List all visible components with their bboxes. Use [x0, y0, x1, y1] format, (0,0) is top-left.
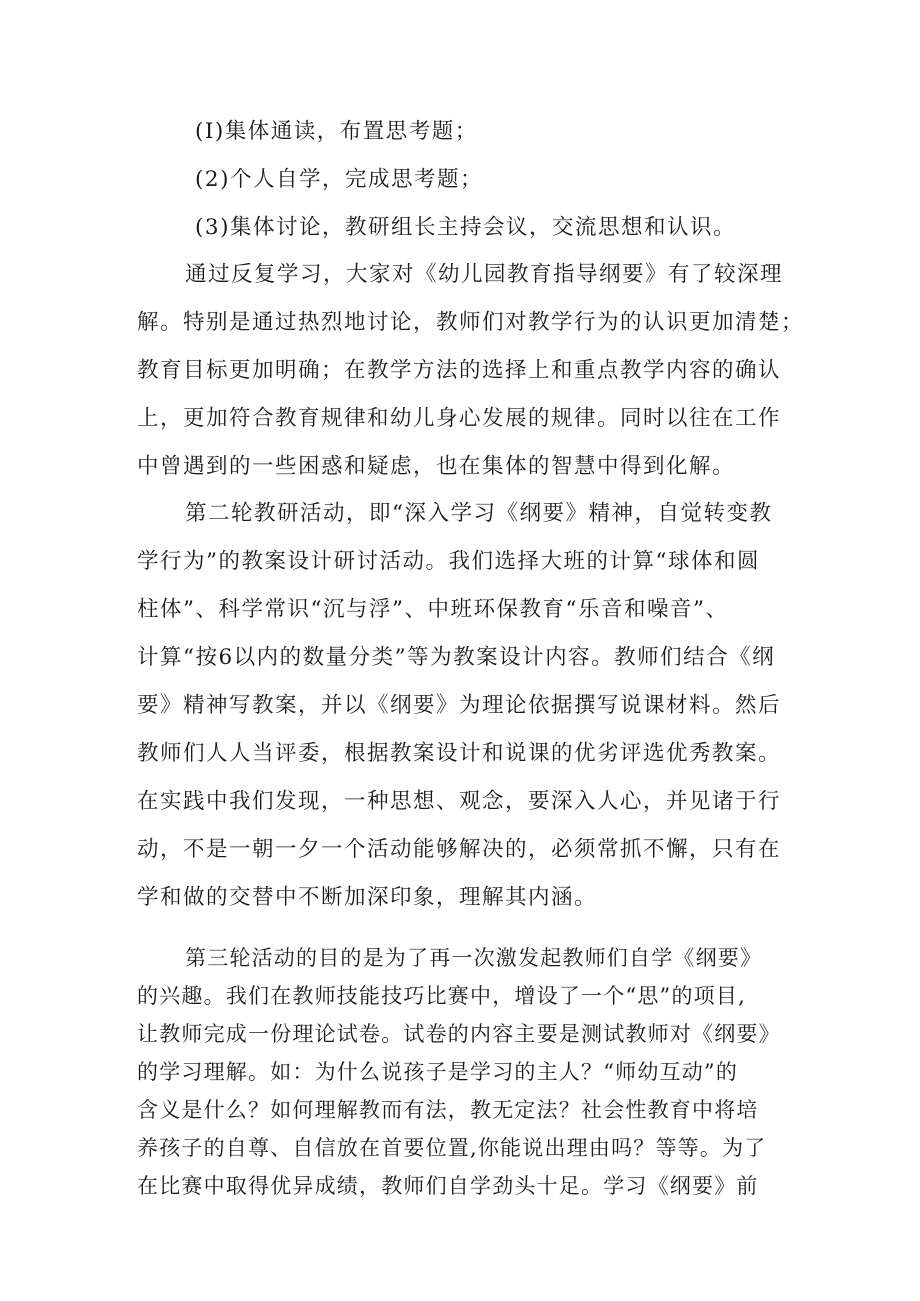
paragraph-1-line-5: 中曾遇到的一些困惑和疑虑，也在集体的智慧中得到化解。 — [137, 454, 736, 479]
paragraph-3-line-1: 第三轮活动的目的是为了再一次激发起教师们自学《纲要》 — [185, 946, 763, 970]
paragraph-3-line-3: 让教师完成一份理论试卷。试卷的内容主要是测试教师对《纲要》 — [137, 1022, 781, 1046]
paragraph-2-line-6: 教师们人人当评委，根据教案设计和说课的优劣评选优秀教案。 — [137, 741, 782, 766]
paragraph-2-line-2: 学行为”的教案设计研讨活动。我们选择大班的计算“球体和圆 — [137, 549, 760, 574]
paragraph-1-line-1: 通过反复学习，大家对《幼儿园教育指导纲要》有了较深理 — [185, 262, 784, 287]
paragraph-2-line-7: 在实践中我们发现，一种思想、观念，要深入人心，并见诸于行 — [137, 789, 782, 814]
paragraph-2-line-1: 第二轮教研活动，即“深入学习《纲要》精神，自觉转变教 — [185, 501, 773, 526]
paragraph-2-line-5: 要》精神写教案，并以《纲要》为理论依据撰写说课材料。然后 — [137, 693, 782, 718]
paragraph-3-line-7: 在比赛中取得优异成绩，教师们自学劲头十足。学习《纲要》前 — [137, 1174, 759, 1198]
paragraph-1-line-3: 教育目标更加明确；在教学方法的选择上和重点教学内容的确认 — [137, 358, 782, 383]
paragraph-2-line-9: 学和做的交替中不断加深印象，理解其内涵。 — [137, 885, 598, 910]
paragraph-2-line-3: 柱体”、科学常识“沉与浮”、中班环保教育“乐音和噪音”、 — [137, 597, 729, 622]
list-item-3: (3)集体讨论，教研组长主持会议，交流思想和认识。 — [195, 215, 736, 240]
paragraph-3-line-5: 含义是什么？如何理解教而有法，教无定法？社会性教育中将培 — [137, 1098, 759, 1122]
paragraph-1-line-4: 上，更加符合教育规律和幼儿身心发展的规律。同时以往在工作 — [137, 406, 782, 431]
paragraph-2-line-8: 动，不是一朝一夕一个活动能够解决的，必须常抓不懈，只有在 — [137, 837, 782, 862]
paragraph-1-line-2: 解。特别是通过热烈地讨论，教师们对教学行为的认识更加清楚； — [137, 310, 805, 335]
list-item-2: (2)个人自学，完成思考题； — [195, 167, 483, 192]
list-item-1: (I)集体通读，布置思考题； — [195, 119, 478, 144]
paragraph-3-line-4: 的学习理解。如：为什么说孩子是学习的主人？“师幼互动”的 — [137, 1060, 739, 1084]
paragraph-3-line-2: 的兴趣。我们在教师技能技巧比赛中，增设了一个“思”的项目, — [137, 984, 746, 1008]
paragraph-3-line-6: 养孩子的自尊、自信放在首要位置,你能说出理由吗？等等。为了 — [137, 1136, 767, 1160]
paragraph-2-line-4: 计算“按6以内的数量分类”等为教案设计内容。教师们结合《纲 — [137, 645, 776, 670]
